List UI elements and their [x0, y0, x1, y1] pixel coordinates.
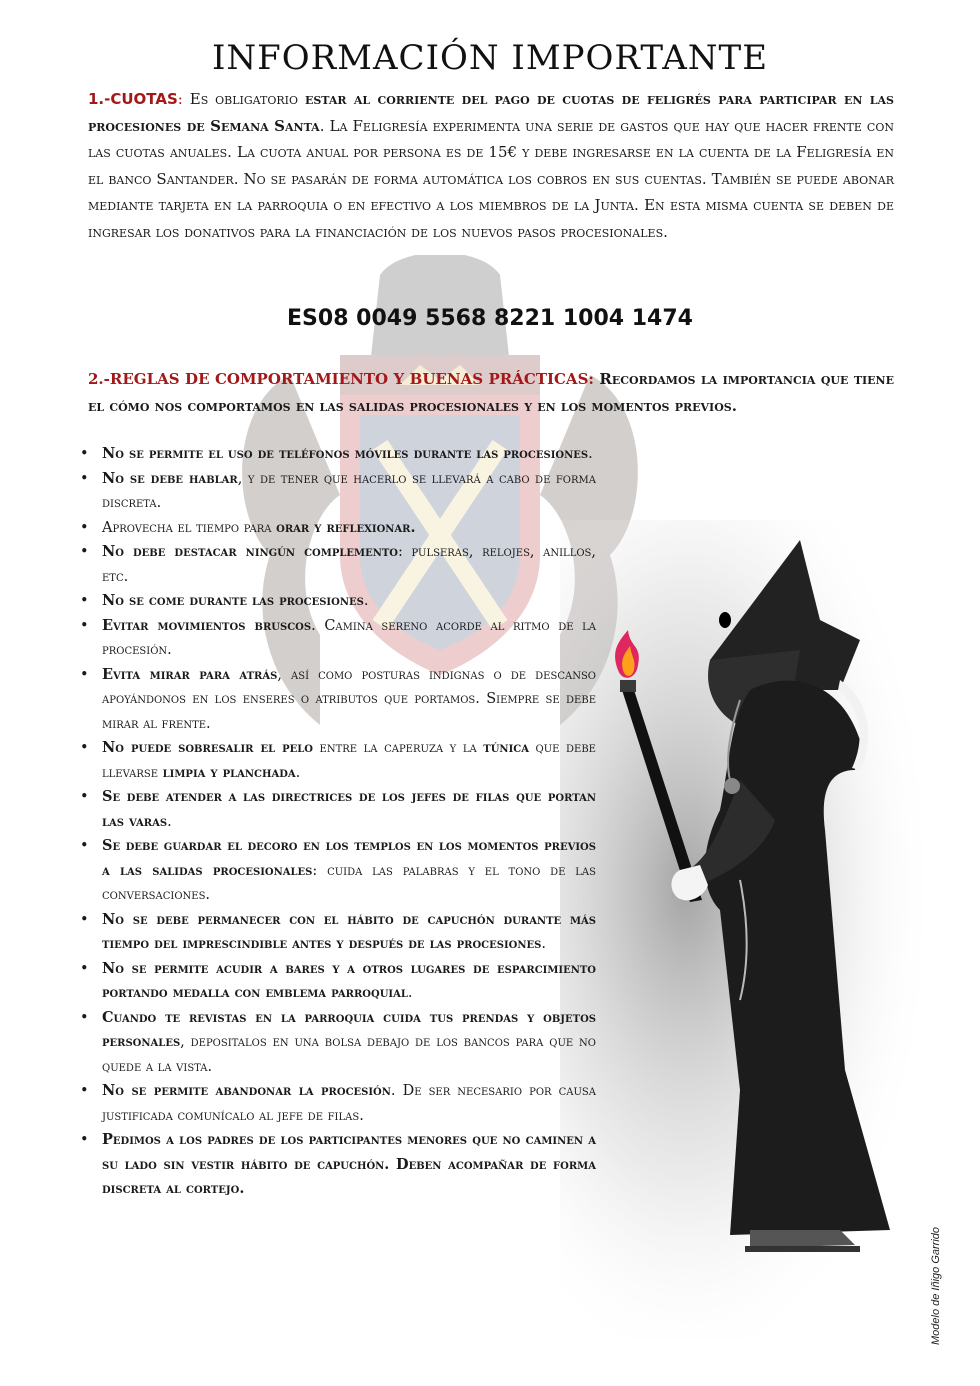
list-item: • Evita mirar para atrás, así como posturas indignas o de descanso apoyándonos en los enseres o atributos que portamos. Siempre se debe mirar al frente.: [80, 663, 596, 737]
rules-heading: 2.-REGLAS DE COMPORTAMIENTO Y BUENAS PRÁCTICAS:: [88, 370, 594, 388]
bullet-icon: •: [80, 593, 89, 609]
bullet-icon: •: [80, 1083, 89, 1099]
fees-bold: estar al corriente del pago de cuotas de feligrés para participar en las procesiones de Semana Santa: [88, 90, 894, 135]
illustration-credit: Modelo de Iñigo Garrido: [930, 1226, 942, 1345]
list-item: • No se permite abandonar la procesión. De ser necesario por causa justificada comunícalo al jefe de filas.: [80, 1079, 596, 1128]
rules-intro-paragraph: [88, 366, 894, 419]
list-item: • No debe destacar ningún complemento: pulseras, relojes, anillos, etc.: [80, 540, 596, 589]
bullet-icon: •: [80, 617, 89, 634]
list-item: • No se debe permanecer con el hábito de capuchón durante más tiempo del imprescindible antes y después de las procesiones.: [80, 908, 596, 957]
fees-text-1: Es obligatorio: [182, 90, 305, 108]
fees-text-2: . La Feligresía experimenta una serie de gastos que hay que hacer frente con las cuotas anuales. La cuota anual por persona es de 15€ y debe ingresarse en la cuenta de la Feligresía en el banco Santander. No se pasarán de forma automática los cobros en sus cuentas. También se puede abonar mediante tarjeta en la parroquia o en efectivo a los miembros de la Junta. En esta misma cuenta se deben de ingresar los donativos para la financiación de los nuevos pasos procesionales.: [88, 116, 894, 241]
bullet-icon: •: [80, 544, 89, 560]
bullet-icon: •: [80, 446, 89, 462]
bullet-icon: •: [80, 911, 89, 928]
page-title: INFORMACIÓN IMPORTANTE: [211, 38, 769, 78]
list-item: • Cuando te revistas en la parroquia cuida tus prendas y objetos personales, depositalos en una bolsa debajo de los bancos para que no quede a la vista.: [80, 1006, 596, 1080]
bullet-icon: •: [80, 519, 89, 536]
bullet-icon: •: [80, 789, 89, 805]
bullet-icon: •: [80, 960, 89, 977]
list-item: • Aprovecha el tiempo para orar y reflexionar.: [80, 516, 596, 541]
rules-intro-text: Recordamos la importancia que tiene el cómo nos comportamos en las salidas procesionales y en los momentos previos.: [88, 370, 894, 415]
list-item: • No se come durante las procesiones.: [80, 589, 596, 614]
fees-heading-colon: :: [177, 90, 183, 108]
rules-list: [80, 442, 596, 1202]
bullet-icon: •: [80, 666, 89, 683]
list-item: • No se permite el uso de teléfonos móviles durante las procesiones.: [80, 442, 596, 467]
torch-icon: [615, 630, 702, 902]
list-item: • No se debe hablar, y de tener que hacerlo se llevará a cabo de forma discreta.: [80, 467, 596, 516]
bullet-icon: •: [80, 838, 89, 854]
list-item: • No se permite acudir a bares y a otros lugares de esparcimiento portando medalla con emblema parroquial.: [80, 957, 596, 1006]
list-item: • Evitar movimientos bruscos. Camina sereno acorde al ritmo de la procesión.: [80, 614, 596, 663]
bullet-icon: •: [80, 1009, 89, 1026]
bullet-icon: •: [80, 470, 89, 487]
list-item: • No puede sobresalir el pelo entre la caperuza y la túnica que debe llevarse limpia y planchada.: [80, 736, 596, 785]
list-item: • Se debe atender a las directrices de los jefes de filas que portan las varas.: [80, 785, 596, 834]
bank-account-iban: ES08 0049 5568 8221 1004 1474: [287, 306, 693, 331]
list-item: • Pedimos a los padres de los participantes menores que no caminen a su lado sin vestir hábito de capuchón. Deben acompañar de forma discreta al cortejo.: [80, 1128, 596, 1202]
list-item: • Se debe guardar el decoro en los templos en los momentos previos a las salidas procesionales: cuida las palabras y el tono de las conversaciones.: [80, 834, 596, 908]
nazareno-illustration: [590, 530, 930, 1270]
fees-paragraph: [88, 86, 894, 245]
bullet-icon: •: [80, 1132, 89, 1148]
fees-heading: 1.-CUOTAS: [88, 90, 178, 108]
bullet-icon: •: [80, 740, 89, 756]
